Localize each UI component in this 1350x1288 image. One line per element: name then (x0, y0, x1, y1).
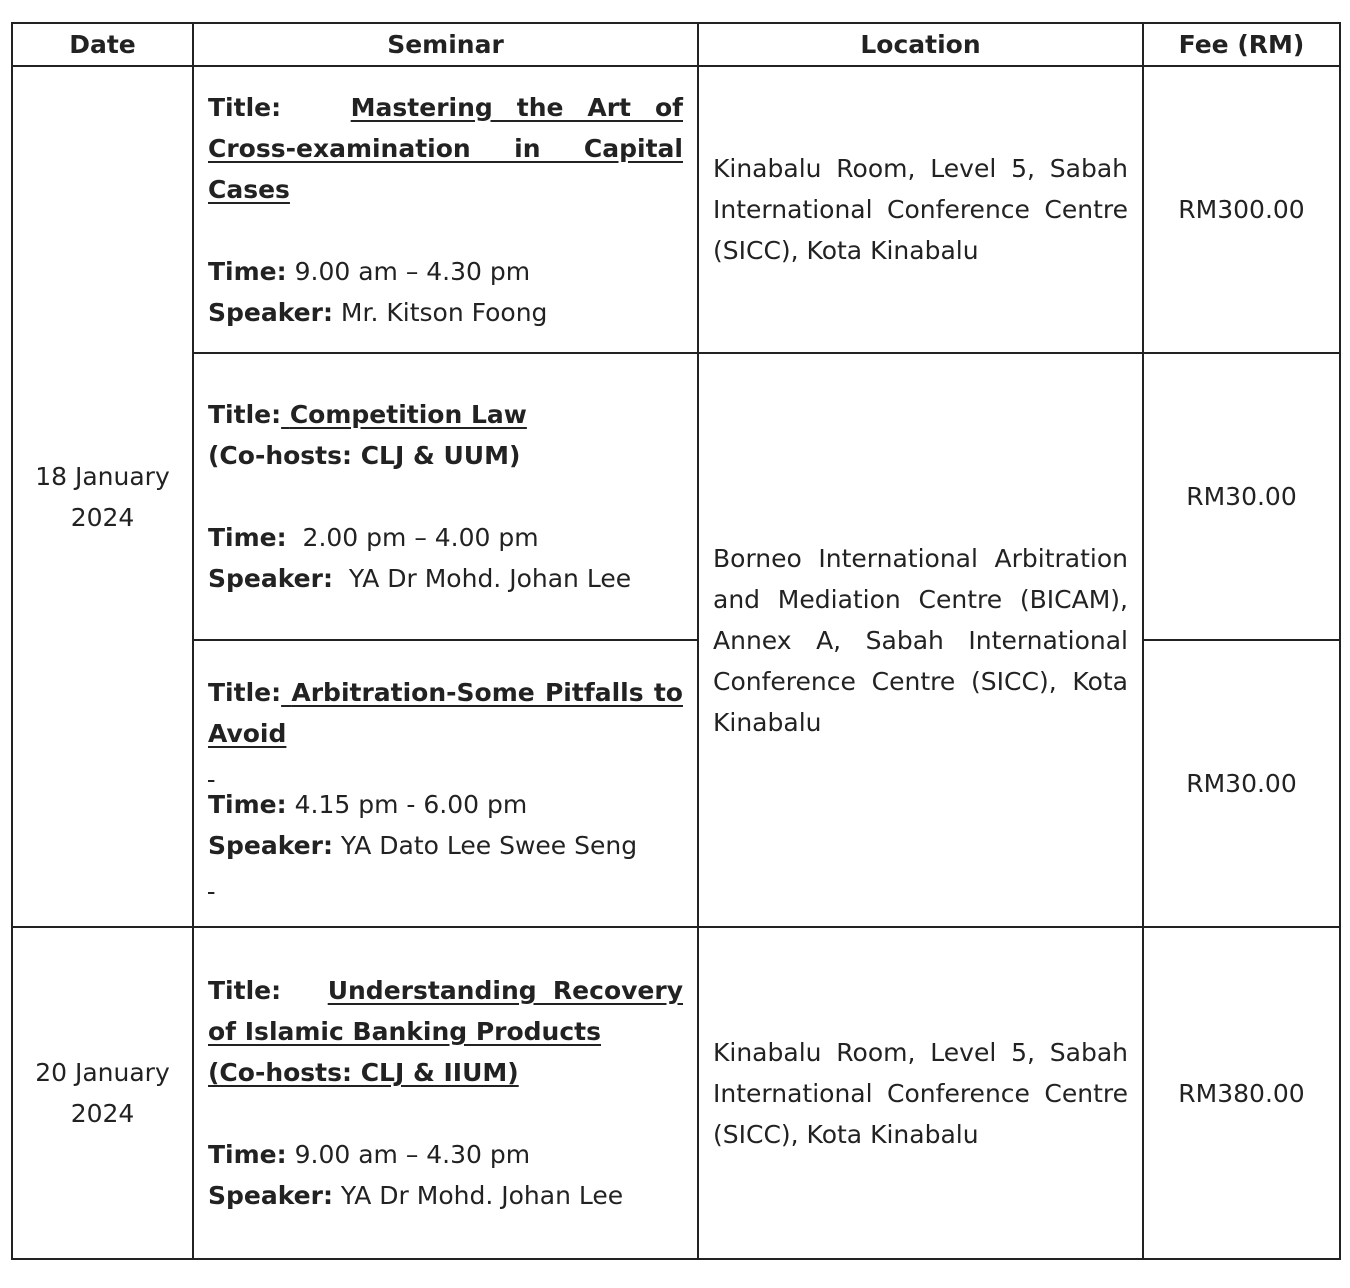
fee-cell: RM30.00 (1143, 640, 1340, 927)
seminar-cell (193, 66, 698, 353)
table-row (12, 927, 1340, 1259)
time-label: Time: (208, 789, 287, 819)
location-cell: Kinabalu Room, Level 5, Sabah International Conference Centre (SICC), Kota Kinabalu (698, 66, 1143, 353)
title-label: Title: (208, 400, 282, 429)
spacer-mark (208, 866, 683, 896)
title-text: Understanding Recovery of Islamic Banking Products (208, 976, 684, 1046)
title-label: Title: (208, 976, 282, 1005)
seminar-speaker (208, 1175, 683, 1216)
time-label: Time: (208, 1140, 287, 1169)
time-label: Time: (208, 523, 287, 552)
date-line: 18 January (35, 461, 170, 491)
seminar-time (208, 517, 683, 558)
seminar-time (208, 784, 683, 825)
speaker-label: Speaker: (208, 830, 333, 860)
spacer-mark (208, 754, 683, 784)
title-text: Competition Law (289, 400, 527, 429)
title-text: Arbitration-Some Pitfalls to Avoid (208, 677, 683, 748)
header-fee: Fee (RM) (1143, 23, 1340, 66)
seminar-title (208, 672, 683, 754)
date-cell (12, 927, 193, 1259)
time-label: Time: (208, 256, 287, 286)
fee-cell: RM30.00 (1143, 353, 1340, 640)
seminar-speaker (208, 292, 683, 333)
speaker-label: Speaker: (208, 1181, 333, 1210)
header-location: Location (698, 23, 1143, 66)
date-cell (12, 66, 193, 927)
fee-cell: RM300.00 (1143, 66, 1340, 353)
seminar-speaker (208, 825, 683, 866)
title-label: Title: (208, 677, 282, 707)
seminar-cohost: (Co-hosts: CLJ & UUM) (208, 441, 521, 470)
table-header-row (12, 23, 1340, 66)
date-year: 2024 (70, 1099, 135, 1128)
time-value: 9.00 am – 4.30 pm (294, 1140, 531, 1169)
seminar-time (208, 1134, 683, 1175)
header-date: Date (12, 23, 193, 66)
location-cell: Kinabalu Room, Level 5, Sabah International Conference Centre (SICC), Kota Kinabalu (698, 927, 1143, 1259)
seminar-speaker (208, 558, 683, 599)
time-value: 9.00 am – 4.30 pm (294, 256, 531, 286)
title-text: Mastering the Art of Cross-examination in Capital Cases (208, 92, 684, 204)
seminar-schedule-table (11, 22, 1341, 1260)
table-row (12, 66, 1340, 353)
date-line: 20 January (35, 1058, 170, 1087)
date-year: 2024 (70, 502, 135, 532)
seminar-cell (193, 927, 698, 1259)
seminar-time (208, 251, 683, 292)
header-seminar: Seminar (193, 23, 698, 66)
location-cell: Borneo International Arbitration and Mediation Centre (BICAM), Annex A, Sabah International Conference Centre (SICC), Kota Kinabalu (698, 353, 1143, 927)
speaker-value: YA Dr Mohd. Johan Lee (348, 564, 632, 593)
seminar-cell (193, 353, 698, 640)
speaker-label: Speaker: (208, 297, 333, 327)
seminar-title (208, 394, 683, 435)
speaker-value: YA Dato Lee Swee Seng (340, 830, 638, 860)
title-label: Title: (208, 92, 282, 122)
seminar-cohost: (Co-hosts: CLJ & IIUM) (208, 1058, 519, 1087)
speaker-value: Mr. Kitson Foong (340, 297, 548, 327)
time-value: 4.15 pm - 6.00 pm (294, 789, 528, 819)
seminar-title (208, 87, 683, 210)
seminar-title (208, 970, 683, 1052)
speaker-value: YA Dr Mohd. Johan Lee (340, 1181, 624, 1210)
time-value: 2.00 pm – 4.00 pm (302, 523, 539, 552)
speaker-label: Speaker: (208, 564, 333, 593)
fee-cell: RM380.00 (1143, 927, 1340, 1259)
seminar-cell (193, 640, 698, 927)
table-row (12, 353, 1340, 640)
